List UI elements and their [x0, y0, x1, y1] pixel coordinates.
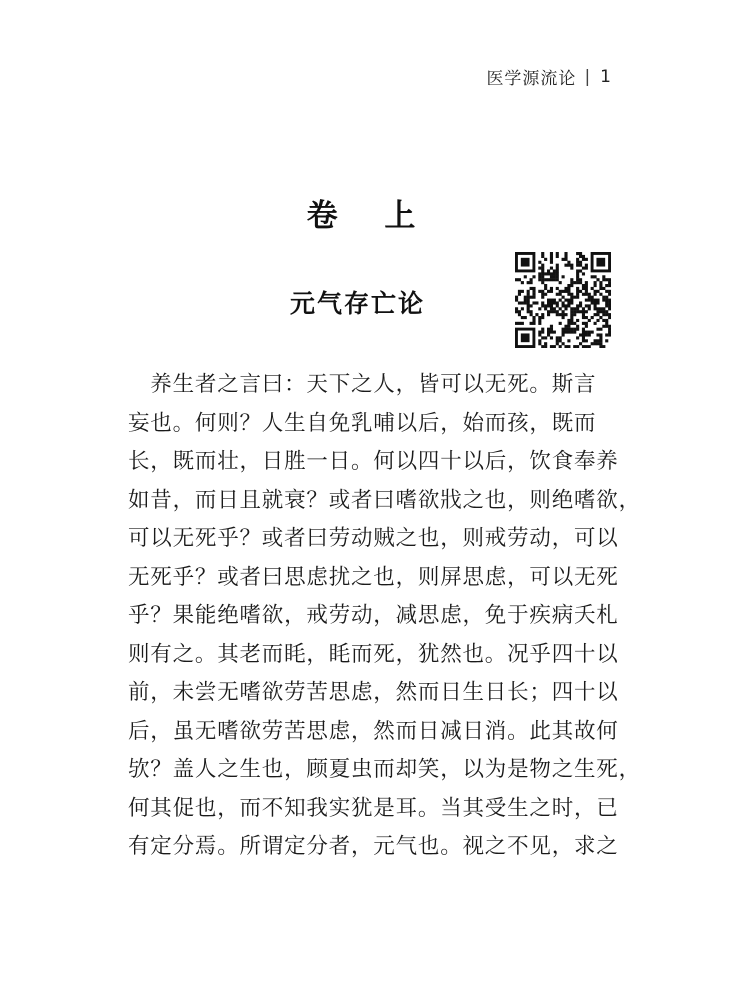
text-line: 养生者之言曰：天下之人，皆可以无死。斯言	[128, 372, 597, 397]
text-line: 无死乎？或者曰思虑扰之也，则屏思虑，可以无死	[128, 564, 619, 590]
body-paragraph	[128, 366, 641, 867]
text-line: 乎？果能绝嗜欲，戒劳动，减思虑，免于疾病夭札	[128, 603, 619, 628]
running-header	[486, 64, 612, 89]
book-title: 医学源流论	[486, 69, 577, 89]
text-line: 有定分焉。所谓定分者，元气也。视之不见，求之	[128, 834, 619, 859]
text-line: 则有之。其老而眊，眊而死，犹然也。况乎四十以	[128, 641, 619, 667]
section-title: 元气存亡论	[290, 289, 426, 318]
text-line: 欤？盖人之生也，顾夏虫而却笑，以为是物之生死，	[128, 757, 641, 782]
header-separator: |	[584, 66, 592, 87]
text-line: 如昔，而日且就衰？或者曰嗜欲戕之也，则绝嗜欲，	[128, 487, 641, 513]
text-line: 可以无死乎？或者曰劳动贼之也，则戒劳动，可以	[128, 526, 619, 551]
qr-code-icon	[515, 252, 611, 348]
text-line: 长，既而壮，日胜一日。何以四十以后，饮食奉养	[128, 449, 619, 474]
page-number: 1	[600, 66, 612, 87]
text-line: 前，未尝无嗜欲劳苦思虑，然而日生日长；四十以	[128, 680, 619, 705]
text-line: 何其促也，而不知我实犹是耳。当其受生之时，已	[128, 795, 619, 821]
text-line: 后，虽无嗜欲劳苦思虑，然而日减日消。此其故何	[128, 718, 619, 744]
text-line: 妄也。何则？人生自免乳哺以后，始而孩，既而	[128, 410, 597, 436]
volume-title: 卷 上	[306, 198, 434, 234]
